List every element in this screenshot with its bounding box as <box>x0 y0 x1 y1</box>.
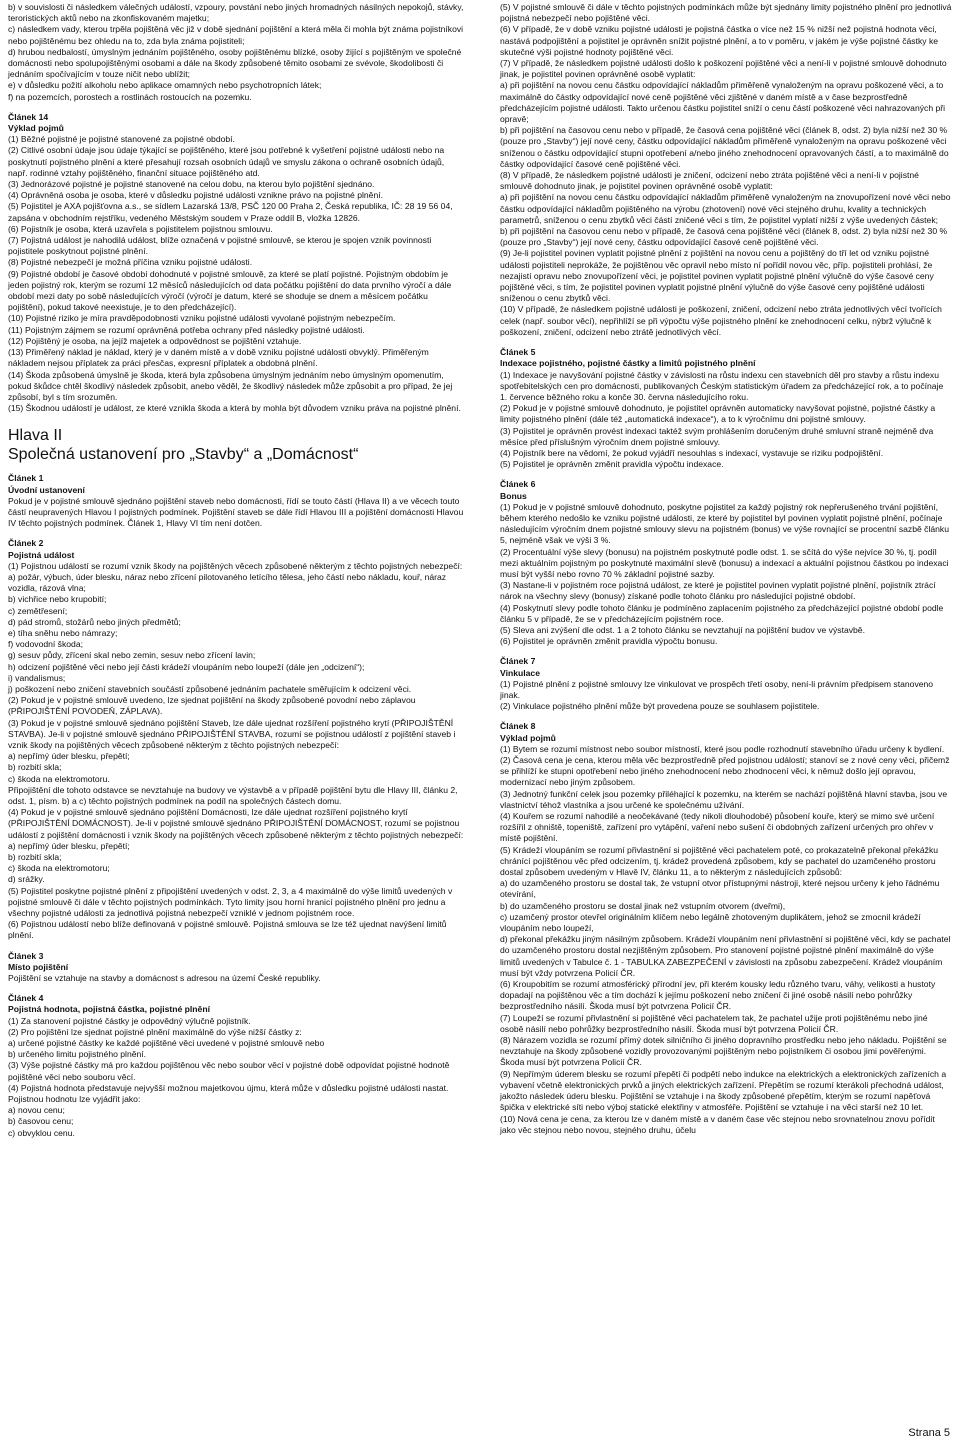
right-paragraph: (3) Nastane-li v pojistném roce pojistná událost, ze které je pojistitel povinen vyplatit pojistné plnění, pojistník ztrácí nárok na všechny slevy (bonusy) získané podle tohoto článku pro následující pojistné období. <box>500 580 936 602</box>
left-paragraph: (14) Škoda způsobená úmyslně je škoda, která byla způsobena úmyslným jednáním nebo úmyslným opomenutím, pokud škůdce chtěl škodlivý následek způsobit, anebo věděl, že škodlivý následek může způsobit a pro případ, že jej způsobí, byl s tím srozuměn. <box>8 369 453 402</box>
right-paragraph: (8) Nárazem vozidla se rozumí přímý dotek silničního či jiného dopravního prostředku nebo jeho nákladu. Pojištění se nevztahuje na škody způsobené vozidly provozovanými pojištěným nebo pojistníkem či osobou jimi pověřenými. Škoda musí být potvrzena Policií ČR. <box>500 1035 947 1068</box>
left-paragraph: f) na pozemcích, porostech a rostlinách rostoucích na pozemku. <box>8 91 252 102</box>
right-paragraph: (4) Kouřem se rozumí nahodilé a neočekávané (tedy nikoli dlouhodobé) působení kouře, který se mimo své určení rozšířil z ohniště, topeniště, zařízení pro vytápění, vaření nebo sušení či obdobných zařízení určených pro ohřev v místě pojištění. <box>500 811 935 844</box>
left-article-number: Článek 2 <box>8 538 44 549</box>
right-article-title: Bonus <box>500 490 527 501</box>
left-paragraph: b) určeného limitu pojistného plnění. <box>8 1049 147 1060</box>
left-paragraph: e) tíha sněhu nebo námrazy; <box>8 627 118 638</box>
left-article-number: Článek 14 <box>8 111 49 122</box>
part-heading: Hlava II <box>8 427 63 445</box>
left-paragraph: c) škoda na elektromotoru; <box>8 863 110 874</box>
left-paragraph: (11) Pojistným zájmem se rozumí oprávněná potřeba ochrany před následky pojistné události. <box>8 324 365 335</box>
right-article-number: Článek 7 <box>500 656 536 667</box>
right-paragraph: a) při pojištění na novou cenu částku odpovídající nákladům přiměřeně vynaloženým na opravu poškozené věci, a to maximálně do částky odpovídající nové ceně pojištěné věci zjištěné v daném místě a v čase bezprostředně předcházejícím pojistné události. Takto určenou částku pojistitel sníží o cenu částí poškozené věci nahrazovaných při opravě; <box>500 80 946 125</box>
left-paragraph: (2) Citlivé osobní údaje jsou údaje týkající se pojištěného, které jsou potřebné k vyšetření pojistné události nebo na poskytnutí pojistného plnění a které přesahují rozsah osobních údajů ve smyslu zákona o ochraně osobních údajů, např. rodinné vztahy pojištěného, finanční situace pojištěného atd. <box>8 145 445 178</box>
left-article-number: Článek 4 <box>8 993 44 1004</box>
right-paragraph: d) překonal překážku jiným násilným způsobem. Krádeží vloupáním není přivlastnění si pojištěné věci, kdy se pachatel do uzamčeného prostoru dostal nezjištěným způsobem. Pro stanovení pojistné pojistné plnění maximálně do výše limitů uvedených v Tabulce č. 1 - TABULKA ZABEZPEČENÍ v závislosti na způsobu zabezpečení. Krádež vloupáním musí být vždy potvrzena Policií ČR. <box>500 934 951 978</box>
left-paragraph: Pokud je v pojistné smlouvě sjednáno pojištění staveb nebo domácnosti, řídí se touto částí (Hlava II) a ve věcech touto částí neupravených Hlavou I pojistných podmínek. Pojištění staveb se dále řídí Hlavou III a pojištění domácnosti Hlavou IV těchto pojistných podmínek. Článek 1, Hlavy VI tím není dotčen. <box>8 495 464 529</box>
left-paragraph: Pojištění se vztahuje na stavby a domácnost s adresou na území České republiky. <box>8 973 321 984</box>
right-paragraph: (5) V pojistné smlouvě či dále v těchto pojistných podmínkách může být sjednány limity pojistného plnění pro jednotlivá pojistná nebezpečí nebo pojištěné věci. <box>500 2 952 24</box>
right-paragraph: (2) Časová cena je cena, kterou měla věc bezprostředně před pojistnou událostí; stanoví se z nové ceny věci, přičemž se přihlíží ke stupni opotřebení nebo jiného znehodnocení nebo zhodnocení věci, k němuž došlo její opravou, modernizací nebo jiným způsobem. <box>500 755 950 788</box>
right-paragraph: (2) Vinkulace pojistného plnění může být provedena pouze se souhlasem pojistitele. <box>500 701 820 712</box>
left-paragraph: (6) Pojistnou událostí nebo blíže definovaná v pojistné smlouvě. Pojistná smlouva se lze též ujednat navýšení limitů plnění. <box>8 919 447 941</box>
right-paragraph: (7) Loupeží se rozumí přivlastnění si pojištěné věci pachatelem tak, že pachatel užije proti pojištěnému nebo jiné osobě násilí nebo pohrůžky bezprostředního násilí. Škoda musí být potvrzena Policií ČR. <box>500 1012 928 1034</box>
right-paragraph: (6) Kroupobitím se rozumí atmosférický přírodní jev, při kterém kousky ledu různého tvaru, váhy, velikosti a hustoty dopadají na pojištěnou věc a tím dochází k jejímu poškození nebo zničení či jiné osobě násilí nebo pohrůžky bezprostředního násilí. Škoda musí být potvrzena Policií ČR. <box>500 979 936 1012</box>
right-column <box>500 2 952 1136</box>
left-paragraph: (4) Pojistná hodnota představuje nejvyšší možnou majetkovou újmu, která může v důsledku pojistné události nastat. Pojistnou hodnotu lze vyjádřit jako: <box>8 1082 449 1105</box>
right-paragraph: (8) V případě, že následkem pojistné události je zničení, odcizení nebo ztráta pojištěné věci a není-li v pojistné smlouvě dohodnuto jinak, je pojistitel povinen oprávněné osobě vyplatit: <box>500 170 919 192</box>
right-article-number: Článek 8 <box>500 721 536 732</box>
left-paragraph: (5) Pojistitel poskytne pojistné plnění z připojištění uvedených v odst. 2, 3, a 4 maximálně do výše limitů uvedených v pojistné smlouvě či dále v těchto pojistných podmínkách. Tyto limity jsou horní hranicí pojistného plnění pro jednu a všechny pojistné události za jednotlivá pojistná nebezpečí vzniklé v jednom pojistném roce. <box>8 885 453 919</box>
left-paragraph: a) nepřímý úder blesku, přepětí; <box>8 751 130 762</box>
right-paragraph: (3) Pojistitel je oprávněn provést indexaci taktéž svým prohlášením doručeným druhé smluvní straně nejméně dva měsíce před příslušným výročním dnem pojistné smlouvy. <box>500 425 934 447</box>
right-paragraph: (2) Pokud je v pojistné smlouvě dohodnuto, je pojistitel oprávněn automaticky navyšovat pojistné, pojistné částky a limity pojistného plnění (dále též „automatická indexace“), a to k výročnímu dni pojistné smlouvy. <box>500 403 936 425</box>
left-paragraph: (1) Za stanovení pojistné částky je odpovědný výlučně pojistník. <box>8 1015 251 1026</box>
left-paragraph: Připojištění dle tohoto odstavce se nevztahuje na budovy ve výstavbě a v případě pojištění bytu dle Hlavy III, článku 2, odst. 1, písm. b) a c) těchto pojistných podmínek na podíl na společných částech domu. <box>8 784 458 806</box>
right-paragraph: (4) Poskytnutí slevy podle tohoto článku je podmíněno zaplacením pojistného za předcházející pojistné období podle článku 5 v případě, že se v předcházejícím pojistném roce. <box>500 602 944 624</box>
right-paragraph: (5) Krádeží vloupáním se rozumí přivlastnění si pojištěné věci pachatelem poté, co prokazatelně překonal překážku chránící pojištěnou věc před odcizením, tj. krádež provedená způsobem, kdy se pachatel do uzamčeného prostoru dostal způsobem uvedeným v Hlavě IV, článku 11, a to některým z následujících způsobů: <box>500 844 939 878</box>
right-paragraph: a) do uzamčeného prostoru se dostal tak, že vstupní otvor přístupnými nástroji, které nejsou určeny k jeho řádnému otevírání, <box>500 878 940 900</box>
right-paragraph: a) při pojištění na novou cenu částku odpovídající nákladům přiměřeně vynaloženým na znovupořízení nové věci nebo částku odpovídající nákladům pojištěného na výrobu (zhotovení) nové věci stejného druhu, kvality a technických parametrů, sníženou o cenu zbytků věci částí zničené věci s tím, že pojistitel vyplatí nižší z výše uvedených částek; <box>500 192 951 225</box>
left-paragraph: g) sesuv půdy, zřícení skal nebo zemin, sesuv nebo zřícení lavin; <box>8 650 256 661</box>
left-paragraph: c) následkem vady, kterou trpěla pojištěná věc již v době sjednání pojištění a která měla či mohla být známa pojistníkovi nebo pojištěnému bez ohledu na to, zda byla známa pojistiteli; <box>8 24 464 46</box>
right-paragraph: (5) Pojistitel je oprávněn změnit pravidla výpočtu indexace. <box>500 459 724 470</box>
left-paragraph: (3) Pokud je v pojistné smlouvě sjednáno pojištění Staveb, lze dále ujednat rozšíření pojistného krytí (PŘIPOJIŠTĚNÍ STAVBA). Je-li v pojistné smlouvě sjednáno PŘIPOJIŠTĚNÍ STAVBA, rozumí se pojistnou událostí z pojištění staveb i vznik škody na pojištěných věcech způsobené některým z těchto pojistných nebezpečí: <box>8 717 456 750</box>
right-paragraph: c) uzamčený prostor otevřel originálním klíčem nebo legálně zhotoveným duplikátem, jehož se zmocnil krádeží vloupáním nebo loupeží, <box>500 911 921 934</box>
left-paragraph: b) rozbití skla; <box>8 762 62 773</box>
right-paragraph: (2) Procentuální výše slevy (bonusu) na pojistném poskytnuté podle odst. 1. se sčítá do výše nejvíce 30 %, tj. podíl mezi aktuálním pojistným po poskytnuté maximální slevě (bonusu) a indexací a aktuální pojistnou částkou po indexaci musí být vyšší nebo rovno 70 % základní pojistné sazby. <box>500 546 949 579</box>
left-paragraph: a) novou cenu; <box>8 1105 65 1116</box>
left-article-title: Pojistná hodnota, pojistná částka, pojistné plnění <box>8 1004 210 1015</box>
left-paragraph: (15) Škodnou událostí je událost, ze které vznikla škoda a která by mohla být důvodem vzniku práva na pojistné plnění. <box>8 403 461 414</box>
left-paragraph: d) pád stromů, stožárů nebo jiných předmětů; <box>8 616 181 627</box>
right-paragraph: (4) Pojistník bere na vědomí, že pokud vyjádří nesouhlas s indexací, vystavuje se riziku podpojištění. <box>500 447 884 458</box>
left-article-title: Úvodní ustanovení <box>8 484 85 495</box>
left-paragraph: (10) Pojistné riziko je míra pravděpodobnosti vzniku pojistné události vyvolané pojistným nebezpečím. <box>8 313 396 324</box>
left-paragraph: b) vichřice nebo krupobití; <box>8 594 107 605</box>
left-paragraph: (2) Pokud je v pojistné smlouvě uvedeno, lze sjednat pojištění na škody způsobené povodní nebo záplavou (PŘIPOJIŠTĚNÍ POVODEŇ, ZÁPLAVA). <box>8 695 416 717</box>
right-paragraph: b) při pojištění na časovou cenu nebo v případě, že časová cena pojištěné věci (článek 8, odst. 2) byla nižší než 30 % (pouze pro „Stavby“) její nové ceny, částku odpovídající nákladům přiměřeně vynaloženým na opravu poškozené věci sníženou o částku odpovídající stupni opotřebení a/nebo jiného znehodnocení opravovaných částí, a to maximálně do částky odpovídající časové ceně pojištěné věci. <box>500 125 949 169</box>
left-paragraph: (1) Pojistnou událostí se rozumí vznik škody na pojištěných věcech způsobené některým z těchto pojistných nebezpečí: <box>8 560 463 571</box>
left-paragraph: (4) Oprávněná osoba je osoba, které v důsledku pojistné události vznikne právo na pojistné plnění. <box>8 190 384 201</box>
left-paragraph: c) zemětřesení; <box>8 605 68 616</box>
left-article-title: Pojistná událost <box>8 549 75 560</box>
left-paragraph: (9) Pojistné období je časové období dohodnuté v pojistné smlouvě, za které se platí pojistné. Pojistným obdobím je jeden pojistný rok, kterým se rozumí 12 měsíců následujících od data počátku pojištění do data prvního výročí a dále období mezi daty po sobě následujících výročí (výročí je datum, které se shoduje se dnem a měsícem počátku pojištění), pokud takové neexistuje, je to den předcházející). <box>8 268 452 313</box>
left-article-number: Článek 1 <box>8 473 44 484</box>
left-paragraph: b) v souvislosti či následkem válečných událostí, vzpoury, povstání nebo jiných hromadných násilných nepokojů, stávky, teroristických aktů nebo na zkonfiskovaném majetku; <box>8 2 464 24</box>
page-number: Strana 5 <box>908 1427 950 1439</box>
left-paragraph: e) v důsledku požití alkoholu nebo aplikace omamných nebo psychotropních látek; <box>8 80 322 91</box>
left-paragraph: (5) Pojistitel je AXA pojišťovna a.s., se sídlem Lazarská 13/8, PSČ 120 00 Praha 2, Česká republika, IČ: 28 19 56 04, zapsána v obchodním rejstříku, vedeného Městským soudem v Praze oddíl B, vložka 12826. <box>8 201 453 223</box>
right-paragraph: (9) Nepřímým úderem blesku se rozumí přepětí či podpětí nebo indukce na elektrických a elektronických zařízeních a vybavení včetně elektronických prvků a jiných elektrických zařízení. Přepětím se rozumí kterákoli přechodná událost, jakožto následek úderu blesku. Pojištění se vztahuje i na škody způsobené přepětím, kterým se rozumí napěťová špička v elektrické síti nebo výboj statické elektřiny v atmosféře. Pojištění se vztahuje i na věci starší než 10 let. <box>500 1068 947 1113</box>
left-paragraph: j) poškození nebo zničení stavebních součástí způsobené jednáním pachatele směřujícím k odcizení věci. <box>8 683 412 694</box>
left-paragraph: c) škoda na elektromotoru. <box>8 773 110 784</box>
right-paragraph: (9) Je-li pojistitel povinen vyplatit pojistné plnění z pojištění na novou cenu a pojištěný do tří let od vzniku pojistné události pojistiteli neprokáže, že pojištěnou věc opravil nebo místo ní pořídil novou věc, příp. pojistiteli prohlásí, že nezajistí opravu nebo znovupořízení věci, je pojistitel povinen vyplatit pojistné plnění výlučně do výše časové ceny pojištěné věci, s tím, že pojistitel povinen vyplatit pojistné plnění výlučně do výše časové ceny pojištěné události sníženou o cenu zbytků věci. <box>500 248 934 304</box>
left-paragraph: f) vodovodní škoda; <box>8 639 84 650</box>
right-paragraph: (3) Jednotný funkční celek jsou pozemky přiléhající k pozemku, na kterém se nachází pojištěná hlavní stavba, jsou ve vlastnictví téhož vlastníka a jsou určené ke společnému užívání. <box>500 788 948 810</box>
left-paragraph: (8) Pojistné nebezpečí je možná příčina vzniku pojistné události. <box>8 257 253 268</box>
right-article-title: Výklad pojmů <box>500 732 556 743</box>
left-paragraph: b) časovou cenu; <box>8 1116 74 1127</box>
left-article-title: Výklad pojmů <box>8 123 64 134</box>
left-paragraph: d) hrubou nedbalostí, úmyslným jednáním pojištěného, osoby pojištěnému blízké, osoby žijící s pojištěným ve společné domácnosti nebo spolupojištěnými osobami a dále na škody způsobené těmito osobami ze svévole, škodolibosti či jednáním spočívajícím v touze ničit nebo ublížit; <box>8 46 462 80</box>
left-paragraph: (3) Jednorázové pojistné je pojistné stanovené na celou dobu, na kterou bylo pojištění sjednáno. <box>8 179 375 190</box>
left-column <box>8 2 464 1139</box>
left-paragraph: (7) Pojistná událost je nahodilá událost, blíže označená v pojistné smlouvě, se kterou je spojen vznik povinnosti pojistitele poskytnout pojistné plnění. <box>8 235 432 257</box>
right-paragraph: (10) V případě, že následkem pojistné události je poškození, zničení, odcizení nebo ztráta jednotlivých věcí tvořících celek (např. soubor věcí), nepřihlíží se při výpočtu výše pojistného plnění ke znehodnocení celku, nýbrž výlučně k poškození, zničení, odcizení nebo ztrátě jednotlivých věcí. <box>500 304 942 337</box>
right-article-number: Článek 5 <box>500 347 536 358</box>
left-paragraph: d) srážky. <box>8 874 45 885</box>
left-paragraph: (6) Pojistník je osoba, která uzavřela s pojistitelem pojistnou smlouvu. <box>8 223 273 234</box>
left-paragraph: (2) Pro pojištění lze sjednat pojistné plnění maximálně do výše nižší částky z: <box>8 1026 302 1037</box>
left-paragraph: (1) Běžné pojistné je pojistné stanovené za pojistné období. <box>8 134 235 145</box>
left-paragraph: (12) Pojištěný je osoba, na jejíž majetek a odpovědnost se pojištění vztahuje. <box>8 335 302 346</box>
right-article-number: Článek 6 <box>500 479 536 490</box>
right-paragraph: (6) Pojistitel je oprávněn změnit pravidla výpočtu bonusu. <box>500 636 718 647</box>
left-article-number: Článek 3 <box>8 950 44 961</box>
right-paragraph: (1) Pojistné plnění z pojistné smlouvy lze vinkulovat ve prospěch třetí osoby, není-li právním předpisem stanoveno jinak. <box>500 678 934 700</box>
left-paragraph: (13) Přiměřený náklad je náklad, který je v daném místě a v době vzniku pojistné události obvyklý. Přiměřeným nákladem nejsou příplatek za práci přesčas, expresní příplatek a obdobná plnění. <box>8 347 429 369</box>
left-paragraph: h) odcizení pojištěné věci nebo její části krádeží vloupáním nebo loupeží (dále jen „odcizení“); <box>8 661 365 672</box>
right-paragraph: b) do uzamčeného prostoru se dostal jinak než vstupním otvorem (dveřmi), <box>500 900 786 911</box>
right-paragraph: (6) V případě, že v době vzniku pojistné události je pojistná částka o více než 15 % nižší než pojistná hodnota věci, nastává podpojištění a pojistitel je oprávněn snížit pojistné plnění, a to v poměru, v jakém je výše pojistné částky ke skutečné výši pojistné hodnoty pojištěné věci. <box>500 24 939 57</box>
left-paragraph: a) určené pojistné částky ke každé pojištěné věci uvedené v pojistné smlouvě nebo <box>8 1038 325 1049</box>
right-paragraph: (1) Pokud je v pojistné smlouvě dohodnuto, poskytne pojistitel za každý pojistný rok nepřerušeného trvání pojištění, během kterého nedošlo ke vzniku pojistné události, ze které by pojistitel byl povinen vyplatit pojistné plnění, počínaje následujícím výročním dnem pojistné smlouvy slevu na pojistném (bonus) ve výše rovnající se procentní sazbě článku 5, nejméně však ve výši 3 %. <box>500 501 949 546</box>
left-paragraph: a) nepřímý úder blesku, přepětí; <box>8 840 130 851</box>
left-paragraph: (4) Pokud je v pojistné smlouvě sjednáno pojištění Domácnosti, lze dále ujednat rozšíření pojistného krytí (PŘIPOJIŠTĚNÍ DOMÁCNOST). Je-li v pojistné smlouvě sjednáno PŘIPOJIŠTĚNÍ DOMÁCNOST, rozumí se pojistnou událostí z pojištění domácnosti i vznik škody na pojištěných věcech způsobené některým z těchto pojistných nebezpečí: <box>8 807 464 840</box>
right-paragraph: (10) Nová cena je cena, za kterou lze v daném místě a v daném čase věc stejnou nebo srovnatelnou znovu pořídit jako věc stejnou nebo novou, stejného druhu, účelu <box>500 1113 935 1135</box>
right-paragraph: b) při pojištění na časovou cenu nebo v případě, že časová cena pojištěné věci (článek 8, odst. 2) byla nižší než 30 % (pouze pro „Stavby“) její nové ceny, částku odpovídající časové ceně pojištěné věci. <box>500 226 948 248</box>
right-paragraph: (1) Bytem se rozumí místnost nebo soubor místností, které jsou podle rozhodnutí stavebního úřadu určeny k bydlení. <box>500 743 945 754</box>
right-paragraph: (7) V případě, že následkem pojistné události došlo k poškození pojištěné věci a není-li v pojistné smlouvě dohodnuto jinak, je pojistitel povinen oprávněné osobě vyplatit: <box>500 58 947 80</box>
right-paragraph: (1) Indexace je navyšování pojistné částky v závislosti na růstu indexu cen stavebních děl pro stavby a růstu indexu spotřebitelských cen pro domácnosti, publikovaných Českým statistickým úřadem za předcházející rok, a to počínaje 1. července běžného roku a konče 30. června následujícího roku. <box>500 369 944 402</box>
left-article-title: Místo pojištění <box>8 961 69 972</box>
left-paragraph: i) vandalismus; <box>8 672 66 683</box>
right-article-title: Vinkulace <box>500 667 540 678</box>
right-article-title: Indexace pojistného, pojistné částky a limitů pojistného plnění <box>500 358 756 369</box>
left-paragraph: b) rozbití skla; <box>8 852 62 863</box>
left-paragraph: c) obvyklou cenu. <box>8 1127 75 1138</box>
left-paragraph: (3) Výše pojistné částky má pro každou pojištěnou věc nebo soubor věcí v pojistné době odpovídat pojistné hodnotě pojištěné věci nebo souboru věcí. <box>8 1060 450 1082</box>
right-paragraph: (5) Sleva ani zvýšení dle odst. 1 a 2 tohoto článku se nevztahují na pojištění budov ve výstavbě. <box>500 624 865 635</box>
part-title: Společná ustanovení pro „Stavby“ a „Domácnost“ <box>8 446 359 464</box>
left-paragraph: a) požár, výbuch, úder blesku, náraz nebo zřícení pilotovaného letícího tělesa, jeho částí nebo nákladu, kouř, náraz vozidla, rázová vlna; <box>8 571 447 594</box>
